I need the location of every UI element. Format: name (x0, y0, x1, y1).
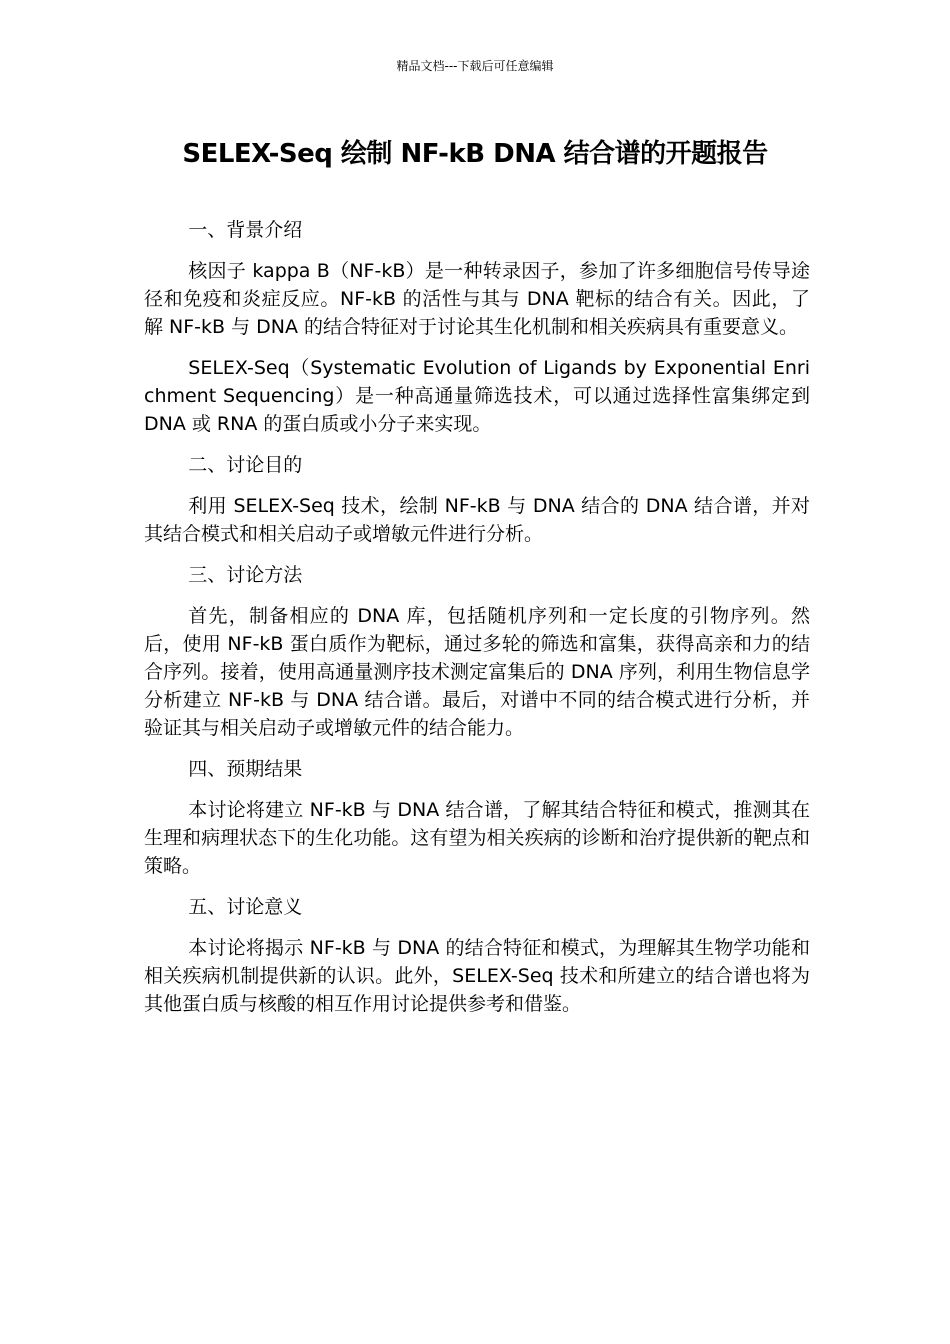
section-expected-results (144, 755, 810, 880)
section-heading: 三、讨论方法 (188, 564, 303, 586)
section-heading: 五、讨论意义 (188, 896, 303, 918)
section-methods (144, 561, 810, 742)
document-title: SELEX-Seq 绘制 NF-kB DNA 结合谱的开题报告 (182, 139, 768, 169)
section-heading: 二、讨论目的 (188, 454, 303, 476)
section-purpose (144, 451, 810, 548)
section-background (144, 216, 810, 438)
paragraph: 首先，制备相应的 DNA 库，包括随机序列和一定长度的引物序列。然后，使用 NF-kB 蛋白质作为靶标，通过多轮的筛选和富集，获得高亲和力的结合序列。接着，使用高通量测序技术测定富集后的 DNA 序列，利用生物信息学分析建立 NF-kB 与 DNA 结合谱。最后，对谱中不同的结合模式进行分析，并验证其与相关启动子或增敏元件的结合能力。 (144, 605, 810, 739)
paragraph: 利用 SELEX-Seq 技术，绘制 NF-kB 与 DNA 结合的 DNA 结合谱，并对其结合模式和相关启动子或增敏元件进行分析。 (144, 495, 810, 545)
document-body (144, 216, 810, 1031)
section-significance (144, 893, 810, 1018)
paragraph: 本讨论将建立 NF-kB 与 DNA 结合谱，了解其结合特征和模式，推测其在生理和病理状态下的生化功能。这有望为相关疾病的诊断和治疗提供新的靶点和策略。 (144, 799, 810, 877)
paragraph: 本讨论将揭示 NF-kB 与 DNA 的结合特征和模式，为理解其生物学功能和相关疾病机制提供新的认识。此外，SELEX-Seq 技术和所建立的结合谱也将为其他蛋白质与核酸的相互作用讨论提供参考和借鉴。 (144, 937, 810, 1015)
page-header-note: 精品文档---下载后可任意编辑 (396, 59, 554, 73)
section-heading: 四、预期结果 (188, 758, 303, 780)
section-heading: 一、背景介绍 (188, 219, 303, 241)
paragraph: 核因子 kappa B（NF-kB）是一种转录因子，参加了许多细胞信号传导途径和免疫和炎症反应。NF-kB 的活性与其与 DNA 靶标的结合有关。因此，了解 NF-kB 与 DNA 的结合特征对于讨论其生化机制和相关疾病具有重要意义。 (144, 260, 810, 338)
paragraph: SELEX-Seq（Systematic Evolution of Ligands by Exponential Enrichment Sequencing）是一种高通量筛选技术，可以通过选择性富集绑定到 DNA 或 RNA 的蛋白质或小分子来实现。 (144, 357, 810, 435)
